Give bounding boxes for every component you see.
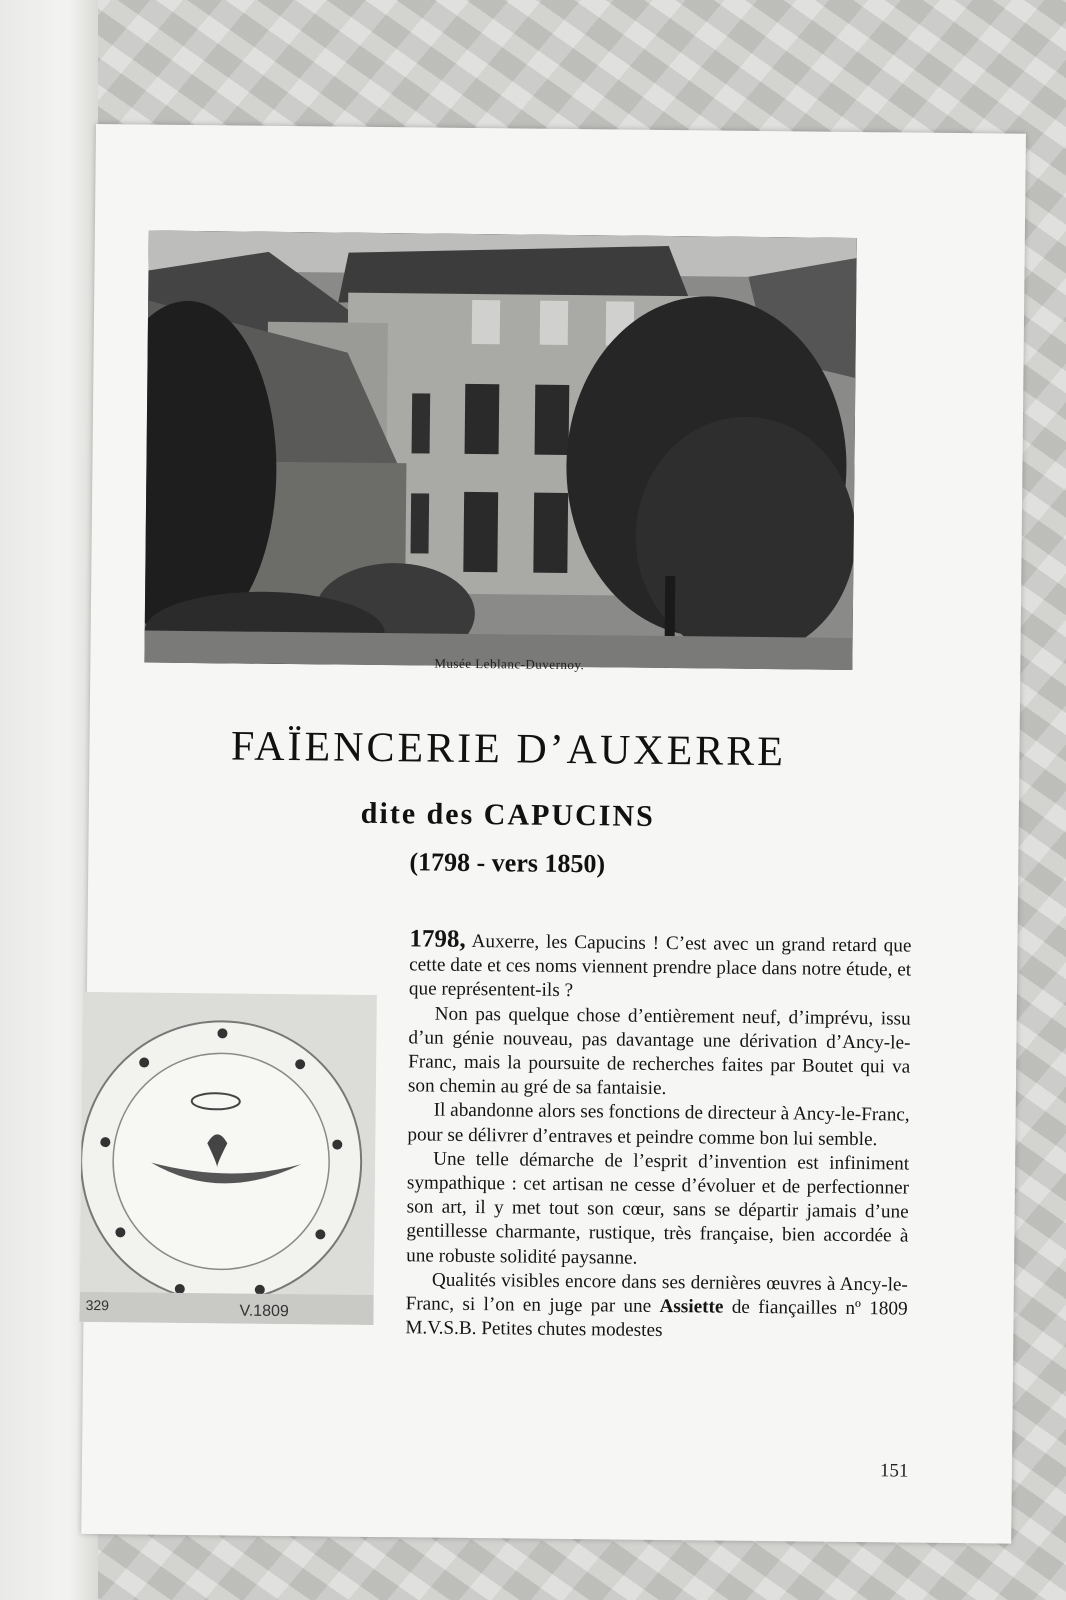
lead-year: 1798, (409, 925, 466, 953)
paragraph-4: Une telle démarche de l’esprit d’invention est infiniment sympathique : cet artisan ne cesse d’évoluer et de perfectionner son art, il y met tout son cœur, sans se départir jamais d’une gentillesse charmante, rustique, très française, bien accordée à une robuste solidité paysanne. (406, 1148, 910, 1269)
paragraph-1 (409, 927, 912, 1007)
plate-photo (79, 992, 376, 1325)
museum-photo (144, 231, 856, 670)
paragraph-5-end: de fiançailles nº 1809 M.V.S.B. Petites chutes modestes (405, 1296, 908, 1342)
paragraph-1-text: Auxerre, les Capucins ! C’est avec un grand retard que cette date et ces noms viennent prendre place dans notre étude, et que représentent-ils ? (408, 930, 912, 1002)
paragraph-5 (405, 1268, 908, 1346)
photo-caption: Musée Leblanc-Duvernoy. (434, 655, 585, 673)
page-title: FAÏENCERIE D’AUXERRE (230, 723, 787, 776)
date-range: (1798 - vers 1850) (409, 847, 606, 879)
page-subtitle: dite des CAPUCINS (360, 796, 655, 833)
plate-label-right: V.1809 (239, 1302, 289, 1321)
plate-label-left: 329 (85, 1296, 110, 1314)
paragraph-2: Non pas quelque chose d’entièrement neuf, d’imprévu, issu d’un génie nouveau, pas davantage une dérivation d’Ancy-le-Franc, mais la poursuite de recherches faites par Boutet qui va son chemin au gré de sa fantaisie. (407, 1003, 911, 1100)
book-page (81, 124, 1026, 1544)
paragraph-3: Il abandonne alors ses fonctions de directeur à Ancy-le-Franc, pour se délivrer d’entraves et peindre comme bon lui semble. (407, 1100, 910, 1150)
paragraph-5-bold: Assiette (659, 1296, 724, 1318)
article-body (405, 927, 911, 1346)
paragraph-5-start: Qualités visibles encore dans ses dernières œuvres à Ancy-le-Franc, si l’on en juge par une (405, 1269, 908, 1318)
page-number: 151 (879, 1460, 909, 1482)
